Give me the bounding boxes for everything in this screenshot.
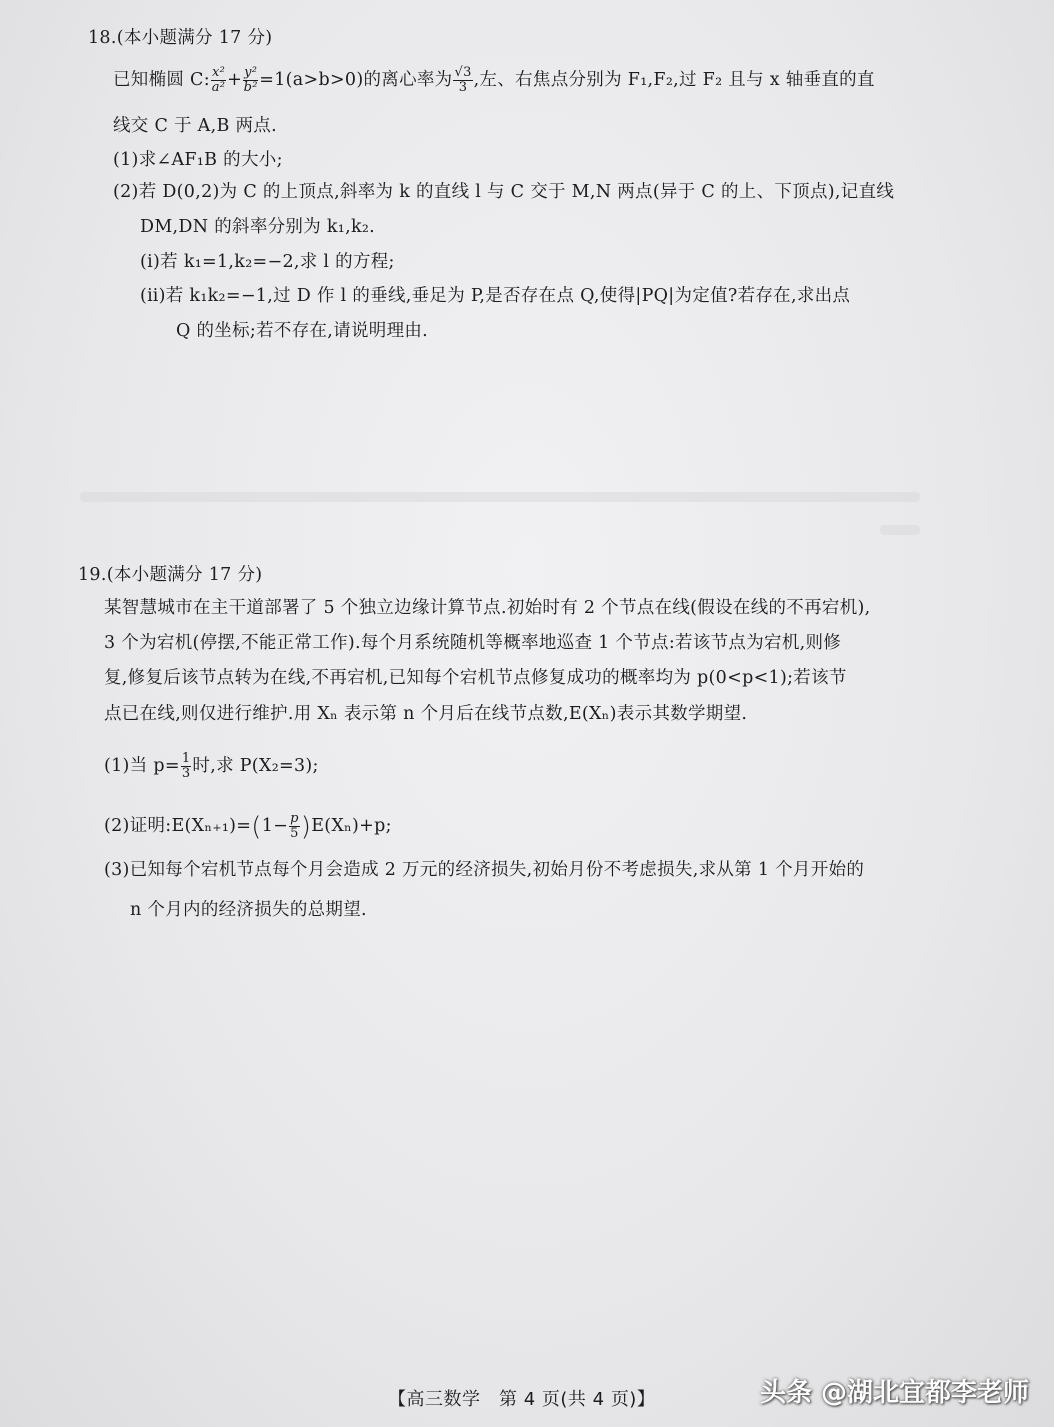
q18-part2-ii-line2: Q 的坐标;若不存在,请说明理由. <box>176 321 429 341</box>
fraction-p-over-5: $\frac{p}{5}$ <box>290 811 299 841</box>
q18-part2-ii-line1: (ⅱ)若 k₁k₂=−1,过 D 作 l 的垂线,垂足为 P,是否存在点 Q,使得|PQ|为定值?若存在,求出点 <box>140 286 851 306</box>
q19-line4: 点已在线,则仅进行维护.用 Xₙ 表示第 n 个月后在线节点数,E(Xₙ)表示其数学期望. <box>104 704 748 724</box>
q19-line3: 复,修复后该节点转为在线,不再宕机,已知每个宕机节点修复成功的概率均为 p(0<p<1);若该节 <box>104 668 847 688</box>
watermark: 头条 @湖北宜都李老师 <box>760 1378 1030 1408</box>
q19-line1: 某智慧城市在主干道部署了 5 个独立边缘计算节点.初始时有 2 个节点在线(假设在线的不再宕机), <box>104 598 871 618</box>
fraction-eccentricity: $\frac{√3}{3}$ <box>454 65 472 95</box>
q19-part1-a: (1)当 p= <box>104 756 180 776</box>
q18-intro-a: 已知椭圆 C: <box>113 70 210 90</box>
q19-part2 <box>104 812 392 841</box>
plus-sign: + <box>227 70 243 90</box>
q18-line2: 线交 C 于 A,B 两点. <box>113 116 277 136</box>
q18-part2-line2: DM,DN 的斜率分别为 k₁,k₂. <box>140 217 376 237</box>
q18-header: 18.(本小题满分 17 分) <box>88 28 273 48</box>
q18-intro <box>113 66 875 95</box>
q19-line2: 3 个为宕机(停摆,不能正常工作).每个月系统随机等概率地巡查 1 个节点:若该节点为宕机,则修 <box>104 633 842 653</box>
left-paren: ( <box>251 812 262 842</box>
bleed-through-mark <box>80 492 920 502</box>
q19-part3-line2: n 个月内的经济损失的总期望. <box>130 900 367 920</box>
q19-header: 19.(本小题满分 17 分) <box>78 565 263 585</box>
q19-part1 <box>104 752 319 781</box>
q19-part1-b: 时,求 P(X₂=3); <box>192 756 319 776</box>
q18-part1: (1)求∠AF₁B 的大小; <box>113 150 283 170</box>
q18-intro-c: ,左、右焦点分别为 F₁,F₂,过 F₂ 且与 x 轴垂直的直 <box>473 70 875 90</box>
bleed-through-mark <box>880 525 920 535</box>
fraction-y2-b2: $\frac{\text{y²}}{\text{b²}}$ <box>243 65 258 95</box>
q18-part2-i: (ⅰ)若 k₁=1,k₂=−2,求 l 的方程; <box>140 252 395 272</box>
right-paren: ) <box>300 812 312 842</box>
fraction-one-third: $\frac{1}{3}$ <box>181 751 191 781</box>
q18-part2-line1: (2)若 D(0,2)为 C 的上顶点,斜率为 k 的直线 l 与 C 交于 M,N 两点(异于 C 的上、下顶点),记直线 <box>113 182 895 202</box>
q19-part3-line1: (3)已知每个宕机节点每个月会造成 2 万元的经济损失,初始月份不考虑损失,求从第 1 个月开始的 <box>104 860 865 880</box>
q18-intro-b: =1(a>b>0)的离心率为 <box>259 70 453 90</box>
q19-part2-c: E(Xₙ)+p; <box>311 816 392 836</box>
q19-part2-b: 1− <box>261 816 289 836</box>
page-footer: 【高三数学 第 4 页(共 4 页)】 <box>388 1389 656 1410</box>
q19-part2-a: (2)证明:E(Xₙ₊₁)= <box>104 816 252 836</box>
fraction-x2-a2: $\frac{\text{x²}}{\text{a²}}$ <box>211 65 226 95</box>
